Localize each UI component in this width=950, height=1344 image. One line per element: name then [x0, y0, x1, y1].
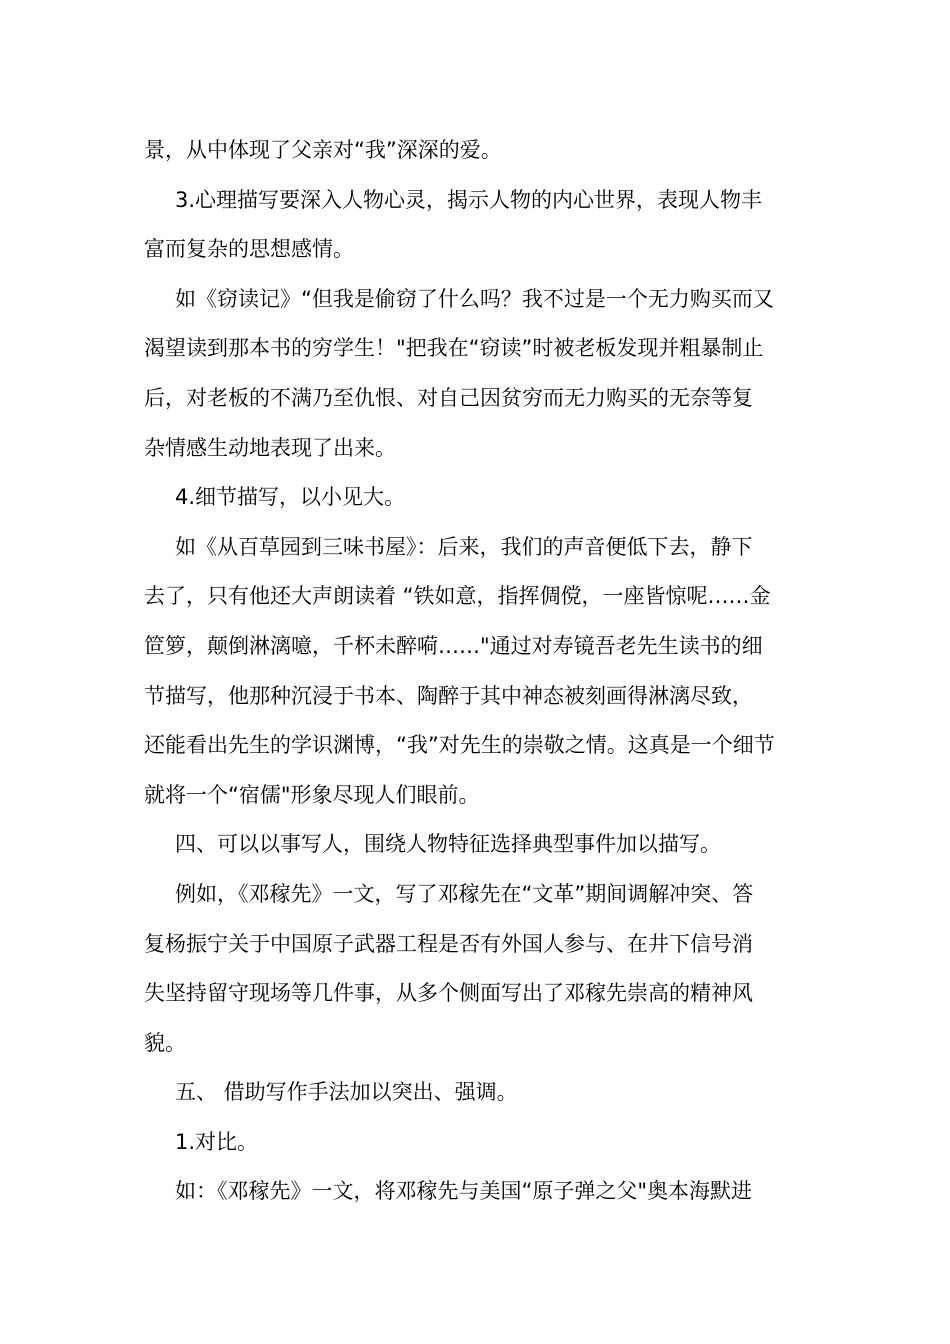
text-line: 富而复杂的思想感情。 — [144, 237, 354, 262]
text-line: 貌。 — [144, 1030, 186, 1055]
text-line: 还能看出先生的学识渊博，“我”对先生的崇敬之情。这真是一个细节 — [144, 733, 775, 758]
text-line: 复杨振宁关于中国原子武器工程是否有外国人参与、在井下信号消 — [144, 931, 753, 956]
body-text — [144, 126, 814, 1217]
text-line: 四、可以以事写人，围绕人物特征选择典型事件加以描写。 — [175, 832, 721, 857]
text-line: 如：《邓稼先》一文，将邓稼先与美国“原子弹之父"奥本海默进 — [175, 1179, 753, 1204]
text-line: 如《窃读记》“但我是偷窃了什么吗？我不过是一个无力购买而又 — [175, 286, 774, 311]
text-line: 景，从中体现了父亲对“我”深深的爱。 — [144, 138, 502, 162]
text-line: 3.心理描写要深入人物心灵，揭示人物的内心世界，表现人物丰 — [175, 187, 763, 212]
text-line: 五、 借助写作手法加以突出、强调。 — [175, 1080, 518, 1105]
text-line: 渴望读到那本书的穷学生！"把我在“窃读”时被老板发现并粗暴制止 — [144, 336, 764, 361]
text-line: 1.对比。 — [175, 1129, 259, 1154]
text-line: 节描写，他那种沉浸于书本、陶醉于其中神态被刻画得淋漓尽致， — [144, 683, 753, 708]
text-line: 去了，只有他还大声朗读着 “铁如意，指挥倜傥，一座皆惊呢……金 — [144, 584, 771, 609]
text-line: 失坚持留守现场等几件事，从多个侧面写出了邓稼先崇高的精神风 — [144, 981, 753, 1006]
text-line: 杂情感生动地表现了出来。 — [144, 435, 396, 460]
text-line: 例如，《邓稼先》一文，写了邓稼先在“文革”期间调解冲突、答 — [175, 881, 754, 906]
text-line: 如《从百草园到三味书屋》：后来，我们的声音便低下去，静下 — [175, 534, 753, 559]
text-line: 就将一个“宿儒"形象尽现人们眼前。 — [144, 782, 480, 807]
text-line: 后，对老板的不满乃至仇恨、对自己因贫穷而无力购买的无奈等复 — [144, 385, 753, 410]
text-line: 笸箩，颠倒淋漓噫，千杯未醉嗬……"通过对寿镜吾老先生读书的细 — [144, 633, 763, 658]
text-line: 4.细节描写，以小见大。 — [175, 485, 406, 510]
